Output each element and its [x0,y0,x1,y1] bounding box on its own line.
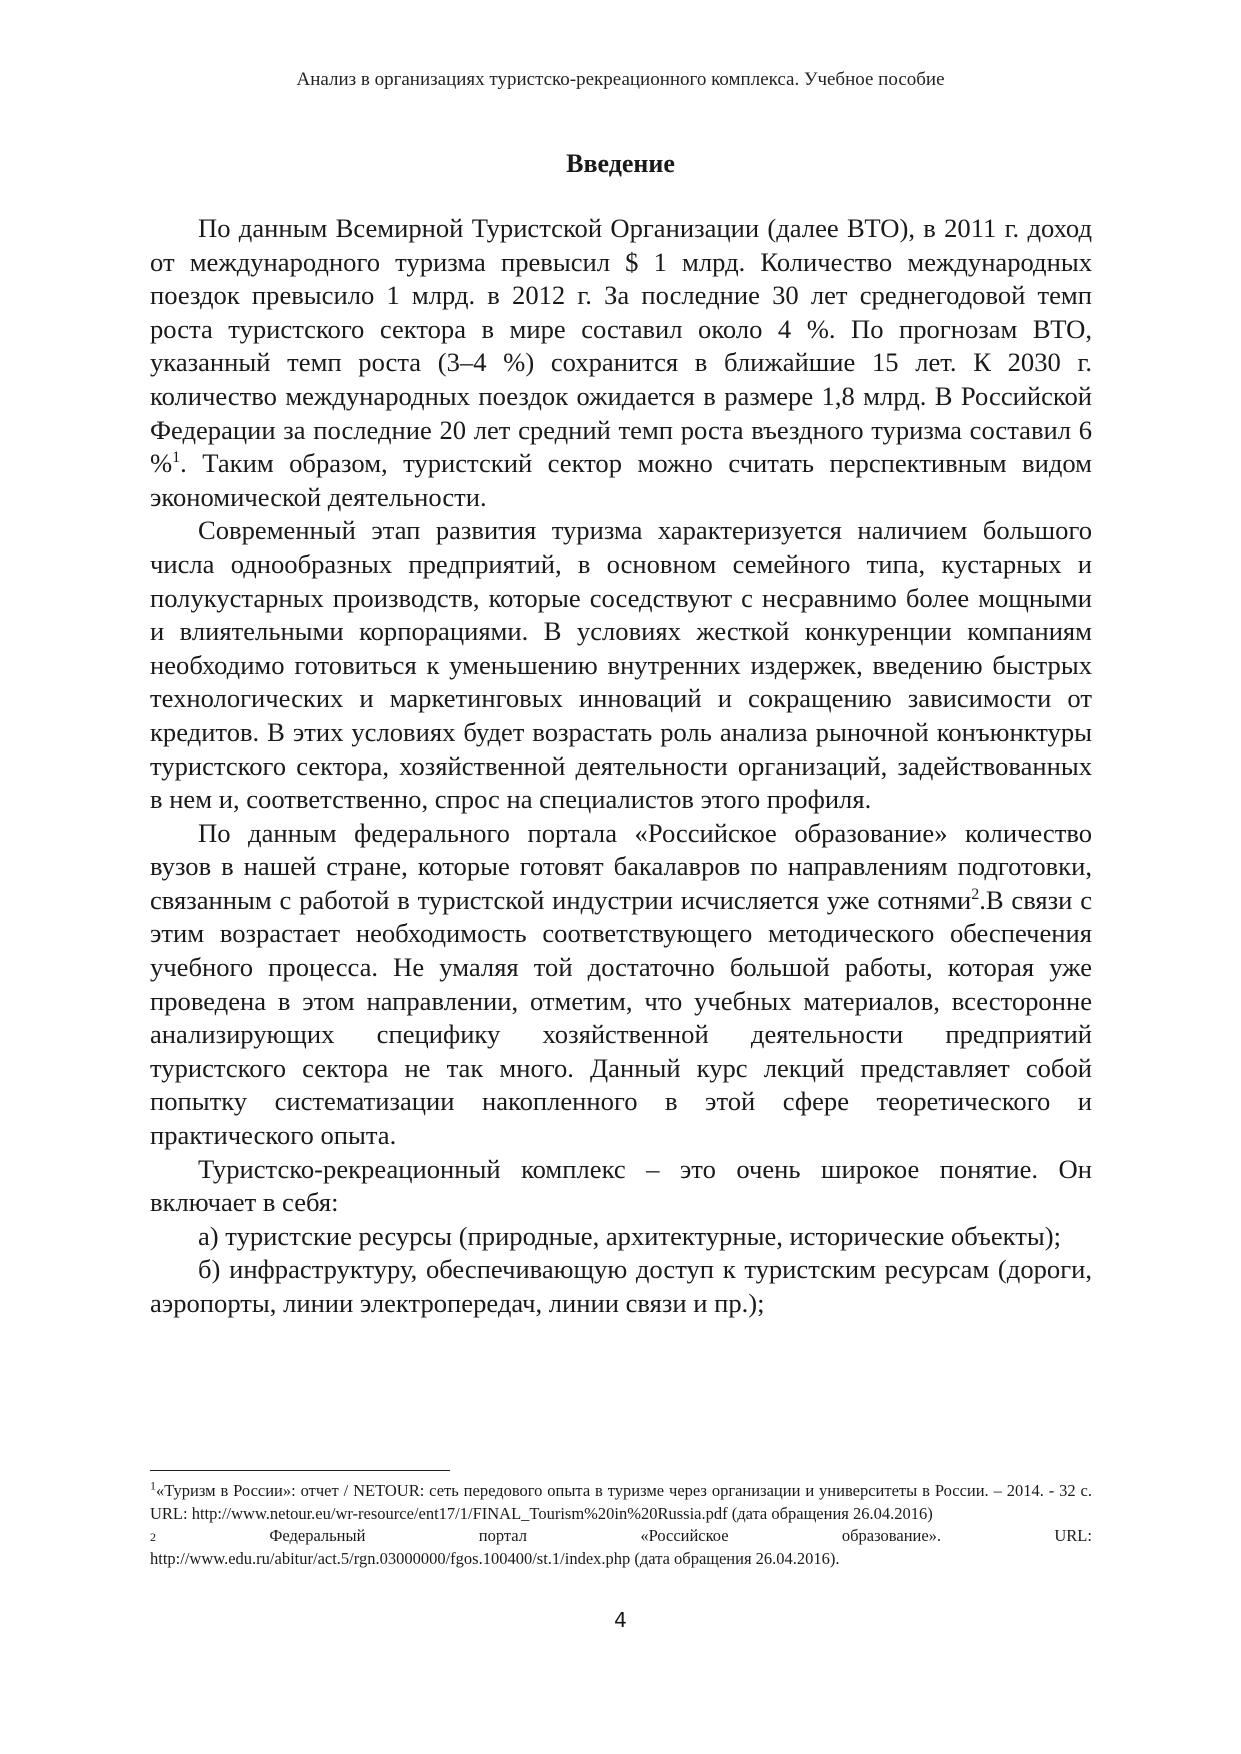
list-item-b: б) инфраструктуру, обеспечивающую доступ к туристским ресурсам (дороги, аэропорты, линии электропередач, линии связи и пр.); [150,1254,1092,1318]
footnote-2-word: портал [478,1526,527,1545]
running-header: Анализ в организациях туристско-рекреационного комплекса. Учебное пособие [296,69,945,90]
footnotes [150,1480,1092,1570]
footnote-1-text: «Туризм в России»: отчет / NETOUR: сеть передового опыта в туризме через организации и университеты в России. – 2014. - 32 с. URL: http://www.netour.eu/wr-resource/ent17/1/FINAL_Tourism%20in%20Russia.pdf (дата обращения 26.04.2016) [150,1481,1092,1523]
footnote-2-word: образование». [841,1526,942,1545]
paragraph-1 [150,212,1092,514]
footnote-separator [150,1470,450,1471]
paragraph-1-text-b: . Таким образом, туристский сектор можно считать перспективным видом экономической деятельности. [150,448,1092,512]
section-title: Введение [566,149,675,178]
footnote-2-word: Федеральный [269,1526,366,1545]
paragraph-1-text-a: По данным Всемирной Туристской Организации (далее ВТО), в 2011 г. доход от международного туризма превысил $ 1 млрд. Количество международных поездок превысило 1 млрд. в 2012 г. За последние 30 лет среднегодовой темп роста туристского сектора в мире составил около 4 %. По прогнозам ВТО, указанный темп роста (3–4 %) сохранится в ближайшие 15 лет. К 2030 г. количество международных поездок ожидается в размере 1,8 млрд. В Российской Федерации за последние 20 лет средний темп роста въездного туризма составил 6 % [150,213,1092,479]
footnote-2-word: «Российское [640,1526,729,1545]
footnote-2-word: URL: [1054,1526,1092,1545]
footnote-1-mark: 1 [150,1478,156,1493]
paragraph-3-text-a: По данным федерального портала «Российское образование» количество вузов в нашей стране, которые готовят бакалавров по направлениям подготовки, связанным с работой в туристской индустрии исчисляется уже сотнями [150,817,1092,915]
paragraph-3-text-b: .В связи с этим возрастает необходимость соответствующего методического обеспечения учебного процесса. Не умаляя той достаточно большой работы, которая уже проведена в этом направлении, отметим, что учебных материалов, всесторонне анализирующих специфику хозяйственной деятельности предприятий туристского сектора не так много. Данный курс лекций представляет собой попытку систематизации накопленного в этой сфере теоретического и практического опыта. [150,884,1092,1151]
page-number: 4 [614,1608,627,1632]
paragraph-2: Современный этап развития туризма характеризуется наличием большого числа однообразных предприятий, в основном семейного типа, кустарных и полукустарных производств, которые соседствуют с несравнимо более мощными и влиятельными корпорациями. В условиях жесткой конкуренции компаниям необходимо готовиться к уменьшению внутренних издержек, введению быстрых технологических и маркетинговых инноваций и сокращению зависимости от кредитов. В этих условиях будет возрастать роль анализа рыночной конъюнктуры туристского сектора, хозяйственной деятельности организаций, задействованных в нем и, соответственно, спрос на специалистов этого профиля. [150,515,1092,815]
body-text [150,212,1092,1321]
footnote-2-first-line: 2 Федеральный портал «Российское образование». URL: [150,1525,1092,1548]
paragraph-3 [150,817,1092,1153]
footnote-2-url-line: http://www.edu.ru/abitur/act.5/rgn.03000000/fgos.100400/st.1/index.php (дата обращения 26.04.2016). [150,1548,840,1568]
list-item-a: а) туристские ресурсы (природные, архитектурные, исторические объекты); [198,1220,1061,1251]
paragraph-4: Туристско-рекреационный комплекс – это очень широкое понятие. Он включает в себя: [150,1153,1092,1218]
footnote-ref-1: 1 [172,449,181,467]
footnote-1 [150,1480,1092,1525]
footnote-ref-2: 2 [971,886,980,904]
